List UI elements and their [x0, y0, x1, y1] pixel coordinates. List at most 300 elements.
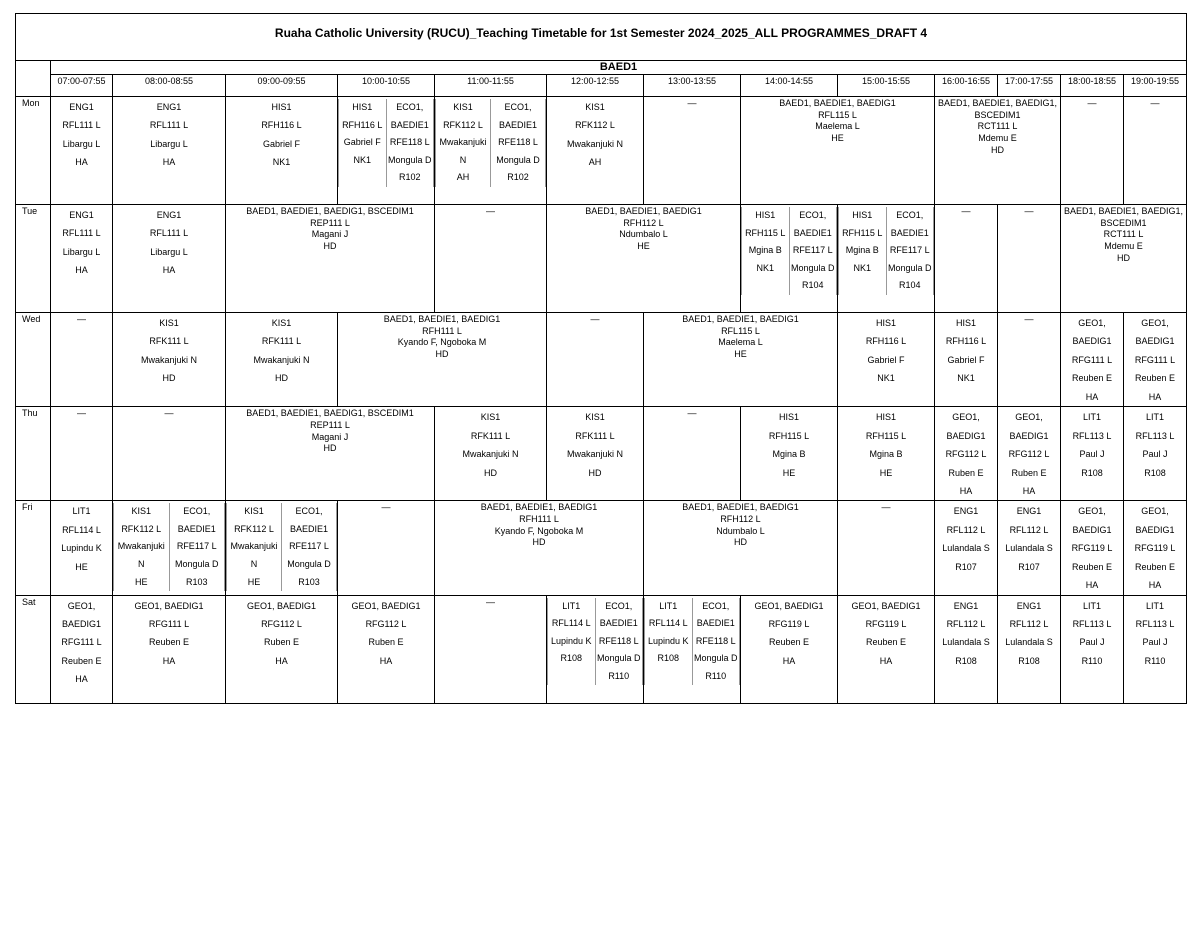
entry-line: HIS1	[352, 102, 373, 112]
entry-line: ENG1	[953, 600, 979, 611]
class-entry	[226, 313, 337, 388]
class-entry	[1061, 313, 1123, 406]
entry-line: GEO1, BAEDIG1	[946, 412, 986, 441]
entry-line: Mongula D	[790, 262, 835, 273]
entry-line: Libargu L	[62, 246, 101, 257]
class-entry	[935, 596, 997, 671]
entry-line: RFL111 L	[62, 120, 101, 131]
entry-line: KIS1	[480, 412, 501, 423]
entry-line: GEO1, BAEDIG1	[351, 600, 421, 611]
entry-line: Ndumbalo L	[619, 229, 668, 240]
time-header: 08:00-08:55	[113, 75, 226, 97]
entry-line: Paul J	[1079, 637, 1105, 648]
split-cell	[838, 207, 934, 295]
class-entry	[51, 596, 112, 689]
entry-line: Reuben E	[1071, 373, 1113, 384]
entry-line: Lupindu K	[61, 543, 102, 554]
timetable	[15, 13, 1187, 704]
timetable-cell	[435, 501, 644, 595]
entry-line: Reuben E	[61, 655, 102, 666]
entry-line: RFG112 L	[261, 619, 302, 629]
class-entry	[839, 207, 887, 295]
entry-line: GEO1, BAEDIG1	[1135, 506, 1175, 535]
entry-line: GEO1, BAEDIG1	[246, 600, 317, 611]
entry-line: ENG1	[1016, 600, 1042, 611]
time-header: 13:00-13:55	[644, 75, 741, 97]
entry-line: Magani J	[311, 431, 349, 442]
entry-line: HIS1	[852, 210, 873, 220]
entry-line: Mongula D	[287, 559, 331, 570]
entry-line: LIT1	[72, 506, 91, 517]
entry-line: Ruben E	[1011, 467, 1047, 478]
timetable-cell	[998, 205, 1061, 313]
entry-line: HA	[162, 157, 176, 168]
class-entry	[1124, 596, 1186, 671]
class-entry	[226, 596, 337, 671]
day-label-wed: Wed	[16, 313, 51, 407]
timetable-cell	[338, 501, 435, 595]
entry-line: RFH111 L	[422, 325, 462, 336]
entry-line: BAED1, BAEDIE1, BAEDIG1, BSCEDIM1	[246, 206, 414, 216]
entry-line: HA	[1022, 485, 1036, 496]
timetable-cell	[838, 501, 935, 595]
entry-line: R102	[507, 172, 529, 183]
entry-line: BAED1, BAEDIE1, BAEDIG1	[480, 502, 598, 513]
page-title: Ruaha Catholic University (RUCU)_Teaching Timetable for 1st Semester 2024_2025_ALL PROGRAMMES_DRAFT 4	[16, 14, 1187, 61]
class-entry	[113, 205, 225, 280]
timetable-cell	[644, 407, 741, 501]
class-entry	[51, 97, 112, 172]
entry-line: HIS1	[778, 412, 799, 423]
empty-slot: —	[164, 408, 174, 419]
entry-line: ECO1, BAEDIE1	[793, 210, 832, 238]
split-cell	[547, 598, 643, 686]
class-entry	[935, 407, 997, 500]
entry-line: RFK112 L	[443, 119, 483, 130]
entry-line: HE	[134, 576, 148, 587]
entry-line: RFH111 L	[519, 514, 559, 525]
split-cell	[644, 598, 740, 686]
entry-line: R110	[1081, 655, 1103, 666]
entry-line: Lulandala S	[942, 543, 990, 554]
entry-line: KIS1	[244, 506, 264, 517]
class-entry	[741, 97, 934, 145]
entry-line: Gabriel F	[343, 137, 381, 148]
day-label-mon: Mon	[16, 97, 51, 205]
entry-line: GEO1, BAEDIG1	[1009, 412, 1049, 441]
entry-line: BAED1, BAEDIE1, BAEDIG1, BSCEDIM1	[937, 98, 1058, 120]
entry-line: Mgina B	[748, 245, 782, 256]
entry-line: Mongula D	[693, 653, 738, 664]
entry-line: Mongula D	[174, 559, 219, 570]
entry-line: RFL113 L	[1072, 430, 1112, 441]
split-cell	[435, 99, 546, 187]
entry-line: Paul J	[1142, 637, 1168, 648]
class-entry	[338, 313, 546, 361]
entry-line: RFL114 L	[551, 618, 591, 629]
entry-line: RFE118 L	[598, 635, 639, 646]
entry-line: HA	[75, 265, 88, 276]
timetable-cell	[644, 501, 838, 595]
entry-line: Paul J	[1142, 449, 1168, 460]
entry-line: KIS1	[159, 318, 179, 328]
timetable-cell	[1124, 595, 1187, 703]
entry-line: NK1	[756, 262, 774, 273]
entry-line: HD	[323, 443, 337, 454]
time-header: 10:00-10:55	[338, 75, 435, 97]
class-entry	[998, 596, 1060, 671]
empty-slot: —	[486, 596, 495, 607]
entry-line: Mwakanjuki N	[462, 449, 519, 460]
timetable-cell	[113, 313, 226, 407]
timetable-cell	[1124, 407, 1187, 501]
timetable-cell	[741, 595, 838, 703]
entry-line: Mwakanjuki N	[439, 137, 487, 165]
time-header: 19:00-19:55	[1124, 75, 1187, 97]
entry-line: GEO1, BAEDIG1	[1072, 506, 1112, 535]
entry-line: R107	[1018, 561, 1040, 572]
entry-line: HA	[275, 655, 288, 666]
entry-line: RFG119 L	[1134, 543, 1176, 554]
split-cell	[113, 503, 225, 591]
entry-line: RFL113 L	[1135, 430, 1175, 441]
entry-line: HE	[782, 467, 796, 478]
entry-line: RFH115 L	[865, 430, 907, 441]
entry-line: REP111 L	[310, 217, 350, 228]
entry-line: RFG112 L	[945, 449, 987, 460]
time-header: 14:00-14:55	[741, 75, 838, 97]
entry-line: Reuben E	[148, 637, 190, 648]
class-entry	[645, 598, 693, 686]
entry-line: Libargu L	[150, 246, 188, 257]
entry-line: HA	[162, 655, 176, 666]
timetable-cell	[547, 97, 644, 205]
empty-slot: —	[381, 502, 391, 513]
entry-line: GEO1, BAEDIG1	[1072, 318, 1112, 347]
timetable-cell	[338, 97, 435, 205]
entry-line: RFL111 L	[149, 228, 189, 239]
class-entry	[547, 205, 740, 253]
entry-line: RFL111 L	[62, 228, 101, 239]
entry-line: HE	[831, 133, 844, 144]
entry-line: HIS1	[955, 318, 976, 328]
class-entry	[226, 97, 337, 172]
entry-line: NK1	[957, 373, 975, 384]
entry-line: RFK111 L	[470, 430, 511, 441]
entry-line: Lupindu K	[647, 635, 689, 646]
entry-line: HD	[532, 537, 546, 548]
empty-slot: —	[1024, 206, 1034, 216]
entry-line: RFG111 L	[1134, 354, 1176, 365]
entry-line: HD	[991, 144, 1004, 155]
entry-line: RFL111 L	[149, 120, 189, 131]
entry-line: Lulandala S	[1005, 637, 1053, 648]
timetable-cell	[435, 595, 547, 703]
entry-line: Lulandala S	[942, 637, 990, 648]
entry-line: ECO1, BAEDIE1	[890, 210, 929, 238]
entry-line: BAED1, BAEDIE1, BAEDIG1	[682, 314, 799, 324]
timetable-cell	[547, 595, 644, 703]
empty-slot: —	[77, 314, 86, 324]
timetable-cell	[935, 205, 998, 313]
class-entry	[547, 97, 643, 172]
class-entry	[1061, 501, 1123, 594]
class-entry	[741, 407, 837, 482]
timetable-cell	[435, 97, 547, 205]
entry-line: HD	[484, 467, 497, 478]
entry-line: RFE118 L	[389, 137, 430, 148]
timetable-cell	[838, 313, 935, 407]
entry-line: HA	[1148, 580, 1162, 591]
entry-line: BAED1, BAEDIE1, BAEDIG1	[682, 502, 799, 513]
class-entry	[227, 503, 282, 591]
entry-line: Ndumbalo L	[716, 525, 765, 536]
class-entry	[226, 407, 434, 455]
class-entry	[282, 503, 337, 591]
entry-line: BAED1, BAEDIE1, BAEDIG1	[383, 314, 501, 324]
entry-line: RFE118 L	[695, 635, 736, 646]
timetable-cell	[1061, 313, 1124, 407]
timetable-cell	[1061, 501, 1124, 595]
entry-line: HA	[379, 655, 393, 666]
entry-line: ECO1, BAEDIE1	[498, 102, 538, 130]
entry-line: R110	[1144, 655, 1166, 666]
entry-line: Reuben E	[1134, 373, 1176, 384]
class-entry	[1061, 596, 1123, 671]
entry-line: LIT1	[1082, 412, 1101, 423]
day-label-sat: Sat	[16, 595, 51, 703]
entry-line: Libargu L	[150, 138, 188, 149]
entry-line: RFH112 L	[720, 514, 761, 525]
entry-line: Mwakanjuki N	[253, 354, 310, 365]
class-entry	[1124, 501, 1186, 594]
entry-line: Mwakanjuki N	[566, 449, 624, 460]
timetable-cell	[338, 313, 547, 407]
entry-line: Magani J	[311, 229, 349, 240]
entry-line: RFG111 L	[61, 637, 102, 648]
entry-line: HA	[959, 485, 973, 496]
time-header: 15:00-15:55	[838, 75, 935, 97]
entry-line: HD	[734, 537, 747, 548]
entry-line: R104	[898, 280, 921, 291]
entry-line: RFL112 L	[1009, 619, 1049, 629]
timetable-cell	[1124, 313, 1187, 407]
entry-line: R107	[955, 561, 977, 572]
entry-line: GEO1, BAEDIG1	[61, 600, 101, 629]
entry-line: HIS1	[271, 102, 292, 112]
entry-line: RFL113 L	[1072, 619, 1112, 629]
timetable-cell	[113, 407, 226, 501]
class-entry	[436, 99, 491, 187]
time-header: 16:00-16:55	[935, 75, 998, 97]
entry-line: Mwakanjuki N	[230, 541, 278, 570]
timetable-cell	[113, 97, 226, 205]
entry-line: RFE117 L	[889, 245, 930, 256]
timetable-cell	[435, 407, 547, 501]
timetable-cell	[998, 501, 1061, 595]
entry-line: HIS1	[875, 318, 896, 328]
timetable-cell	[51, 407, 113, 501]
day-label-thu: Thu	[16, 407, 51, 501]
timetable-cell	[113, 595, 226, 703]
class-entry	[339, 99, 387, 187]
class-entry	[1124, 407, 1186, 482]
entry-line: BAED1, BAEDIE1, BAEDIG1, BSCEDIM1	[1063, 206, 1184, 228]
entry-line: HD	[588, 467, 602, 478]
entry-line: LIT1	[1082, 600, 1101, 611]
entry-line: R108	[1144, 467, 1166, 478]
class-entry	[548, 598, 596, 686]
entry-line: RFK111 L	[149, 336, 189, 347]
empty-slot: —	[1150, 98, 1160, 108]
entry-line: Kyando F, Ngoboka M	[494, 525, 584, 536]
class-entry	[998, 407, 1060, 500]
entry-line: RCT111 L	[977, 121, 1018, 132]
entry-line: RFL112 L	[1009, 524, 1049, 535]
entry-line: RFG119 L	[865, 619, 907, 629]
entry-line: RFG111 L	[1071, 354, 1113, 365]
timetable-cell	[226, 313, 338, 407]
entry-line: GEO1, BAEDIG1	[851, 600, 921, 611]
entry-line: LIT1	[1146, 412, 1165, 423]
class-entry	[491, 99, 546, 187]
timetable-cell	[838, 205, 935, 313]
class-entry	[1061, 407, 1123, 482]
class-entry	[386, 99, 434, 187]
class-entry	[113, 313, 225, 388]
timetable-cell	[1061, 205, 1187, 313]
timetable-cell	[741, 97, 935, 205]
entry-line: HD	[162, 373, 176, 384]
class-entry	[644, 501, 837, 549]
entry-line: BAED1, BAEDIE1, BAEDIG1	[585, 206, 702, 216]
entry-line: ENG1	[1016, 506, 1042, 517]
timetable-cell	[838, 407, 935, 501]
class-entry	[51, 501, 112, 576]
entry-line: Mgina B	[772, 449, 806, 460]
corner-cell	[16, 61, 51, 97]
entry-line: Mongula D	[596, 653, 641, 664]
entry-line: RFK111 L	[575, 430, 615, 441]
entry-line: RFL115 L	[818, 109, 857, 120]
timetable-cell	[226, 595, 338, 703]
class-entry	[692, 598, 740, 686]
class-entry	[789, 207, 837, 295]
entry-line: HE	[75, 561, 88, 572]
entry-line: Mdemu E	[978, 133, 1017, 144]
day-label-fri: Fri	[16, 501, 51, 595]
empty-slot: —	[881, 502, 891, 513]
entry-line: AH	[456, 172, 470, 183]
split-cell	[226, 503, 337, 591]
entry-line: RFG119 L	[768, 619, 810, 629]
class-entry	[226, 205, 434, 253]
entry-line: Gabriel F	[947, 354, 985, 365]
entry-line: GEO1, BAEDIG1	[134, 600, 204, 611]
entry-line: RFH116 L	[945, 336, 987, 347]
entry-line: HD	[1117, 252, 1130, 263]
entry-line: RFL115 L	[721, 325, 760, 336]
entry-line: Mwakanjuki N	[117, 541, 165, 570]
entry-line: R108	[1018, 655, 1040, 666]
entry-line: KIS1	[585, 102, 605, 112]
entry-line: RFK112 L	[234, 523, 274, 534]
entry-line: Mongula D	[387, 154, 432, 165]
split-cell	[338, 99, 434, 187]
time-header: 12:00-12:55	[547, 75, 644, 97]
timetable-cell	[998, 313, 1061, 407]
entry-line: Reuben E	[768, 637, 810, 648]
empty-slot: —	[1024, 314, 1034, 324]
empty-slot: —	[486, 206, 495, 216]
empty-slot: —	[77, 408, 86, 419]
entry-line: GEO1, BAEDIG1	[754, 600, 824, 611]
timetable-cell	[51, 313, 113, 407]
class-entry	[113, 97, 225, 172]
entry-line: RFL114 L	[62, 524, 101, 535]
entry-line: RFG112 L	[365, 619, 407, 629]
entry-line: ENG1	[953, 506, 979, 517]
time-header: 11:00-11:55	[435, 75, 547, 97]
entry-line: HA	[1085, 580, 1099, 591]
entry-line: R103	[185, 576, 208, 587]
entry-line: R108	[560, 653, 582, 664]
entry-line: LIT1	[1146, 600, 1165, 611]
timetable-cell	[338, 595, 435, 703]
timetable-cell	[226, 501, 338, 595]
entry-line: R103	[298, 576, 320, 587]
timetable-cell	[644, 97, 741, 205]
entry-line: RFH115 L	[768, 430, 810, 441]
timetable-cell	[113, 501, 226, 595]
entry-line: HA	[75, 157, 88, 168]
entry-line: HD	[323, 241, 337, 252]
entry-line: ECO1, BAEDIE1	[390, 102, 429, 130]
entry-line: Ruben E	[263, 637, 300, 648]
empty-slot: —	[590, 314, 600, 324]
entry-line: ENG1	[156, 102, 182, 112]
entry-line: RFH116 L	[261, 120, 302, 131]
entry-line: HA	[879, 655, 893, 666]
class-entry	[51, 205, 112, 280]
entry-line: RFK112 L	[121, 523, 162, 534]
timetable-cell	[547, 205, 741, 313]
entry-line: HD	[435, 349, 449, 360]
entry-line: HE	[247, 576, 261, 587]
timetable-cell	[226, 97, 338, 205]
class-entry	[935, 97, 1060, 156]
entry-line: RCT111 L	[1103, 229, 1144, 240]
time-header: 17:00-17:55	[998, 75, 1061, 97]
empty-slot: —	[961, 206, 971, 216]
entry-line: RFE117 L	[792, 245, 833, 256]
class-entry	[114, 503, 170, 591]
class-entry	[741, 596, 837, 671]
class-entry	[838, 596, 934, 671]
entry-line: Maelema L	[718, 337, 763, 348]
class-entry	[169, 503, 225, 591]
timetable-cell	[51, 501, 113, 595]
entry-line: RFG119 L	[1071, 543, 1113, 554]
class-entry	[935, 501, 997, 576]
entry-line: KIS1	[585, 412, 605, 423]
entry-line: NK1	[353, 154, 371, 165]
entry-line: Maelema L	[815, 121, 860, 132]
empty-slot: —	[687, 98, 697, 108]
timetable-cell	[935, 595, 998, 703]
timetable-cell	[935, 407, 998, 501]
empty-slot: —	[1087, 98, 1097, 108]
